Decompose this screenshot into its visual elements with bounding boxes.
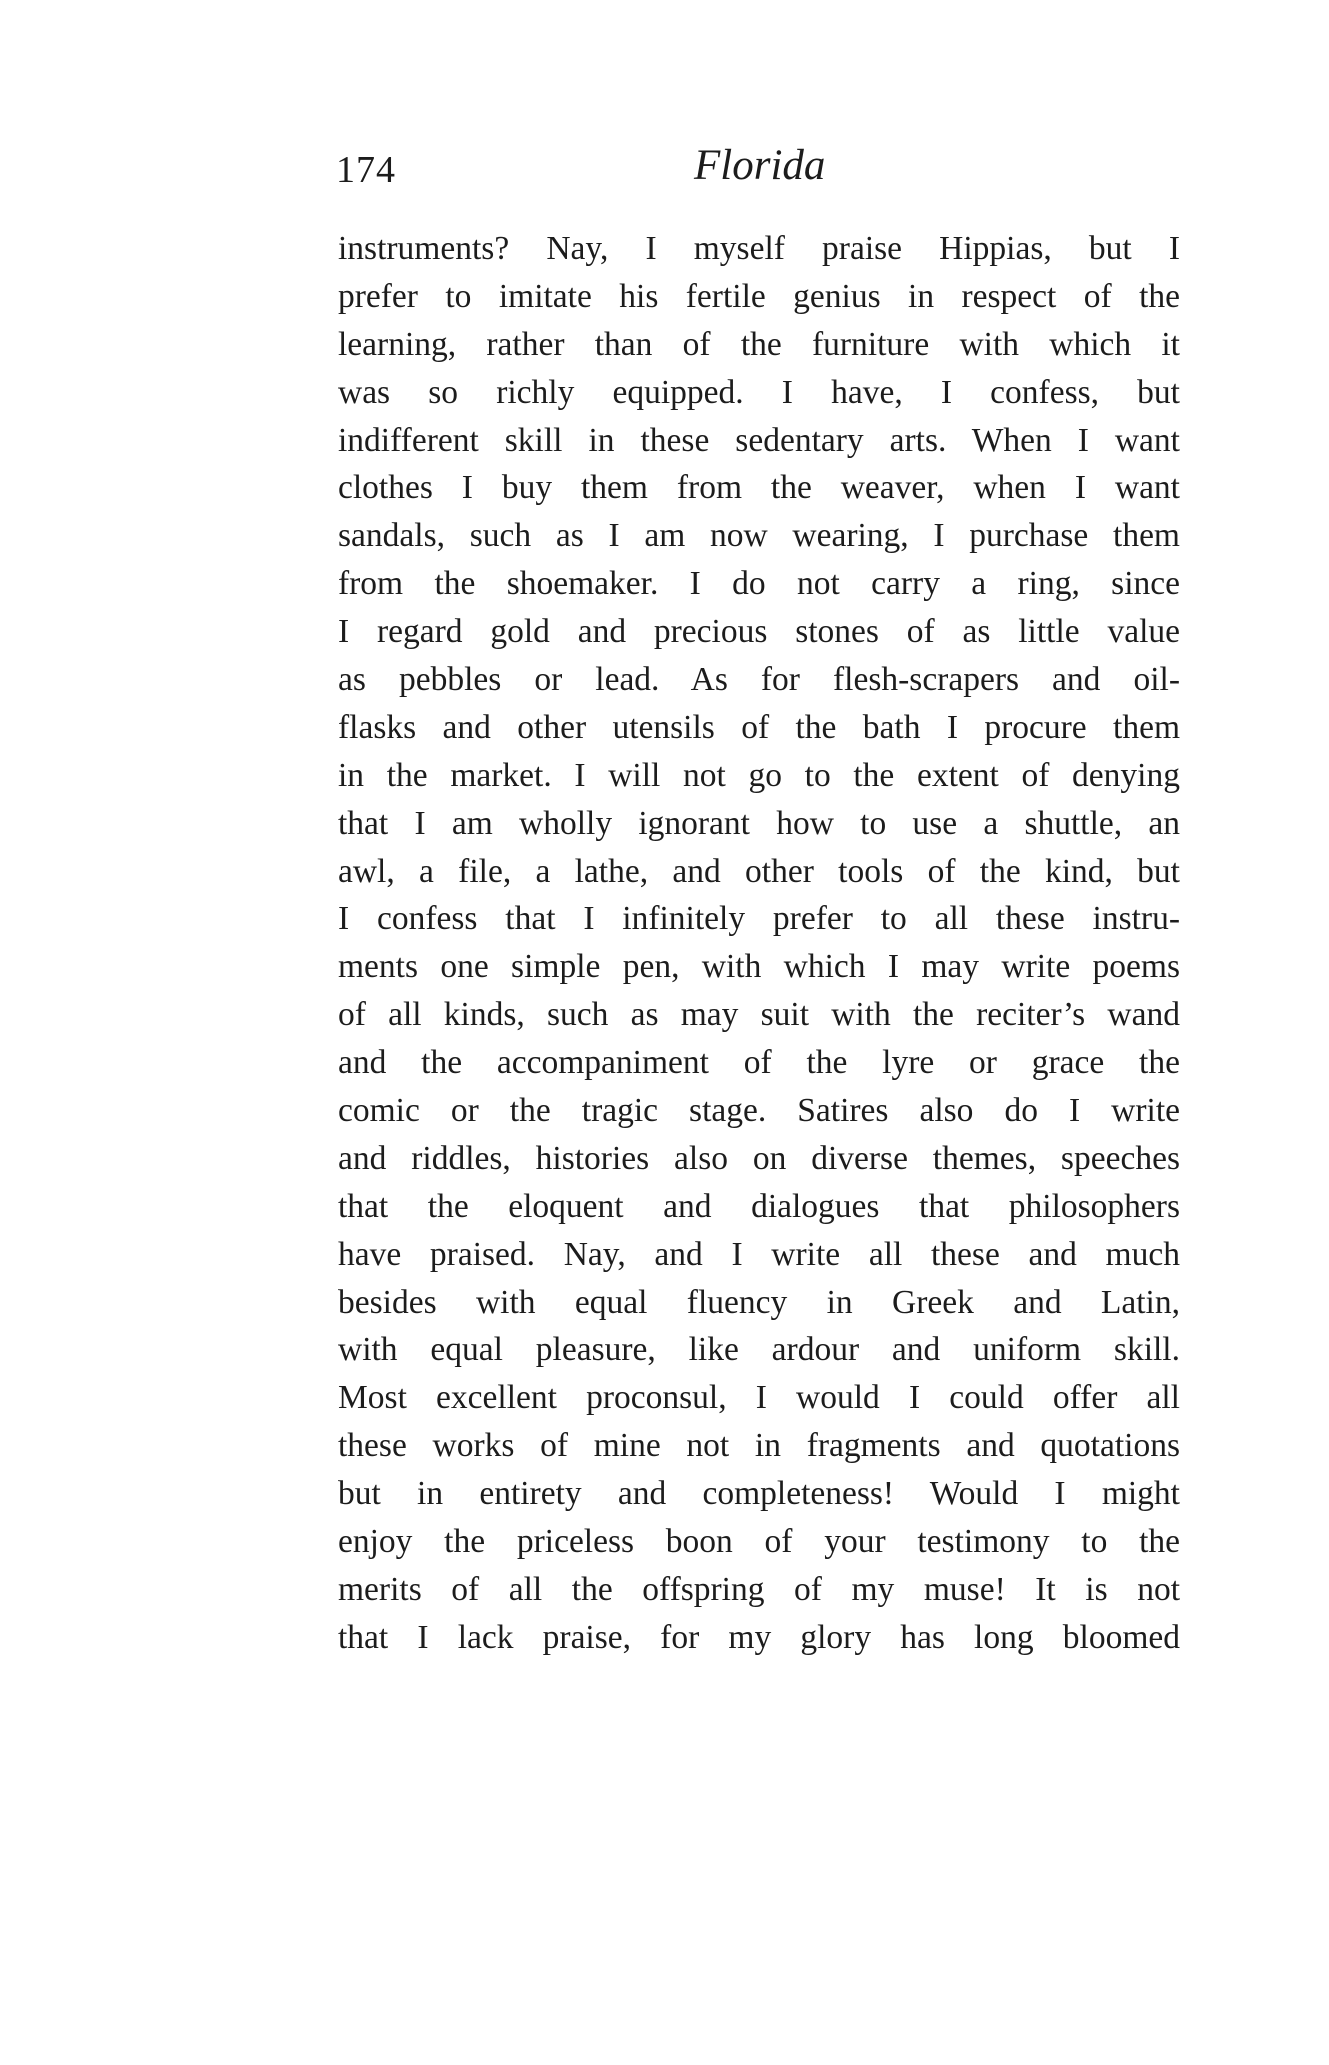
page-number: 174 [336, 149, 396, 191]
text-line: comic or the tragic stage. Satires also do I write [338, 1092, 1180, 1130]
text-line: these works of mine not in fragments and quotations [338, 1427, 1180, 1465]
text-line: I confess that I infinitely prefer to all these instru- [338, 900, 1180, 938]
text-line: have praised. Nay, and I write all these and much [338, 1235, 1180, 1273]
page-header [336, 140, 1176, 200]
text-line: in the market. I will not go to the extent of denying [338, 756, 1180, 794]
text-line: sandals, such as I am now wearing, I purchase them [338, 517, 1180, 555]
text-line: besides with equal fluency in Greek and Latin, [338, 1283, 1180, 1321]
text-line: was so richly equipped. I have, I confess, but [338, 373, 1180, 411]
text-line: of all kinds, such as may suit with the reciter’s wand [338, 996, 1180, 1034]
text-line: learning, rather than of the furniture with which it [338, 325, 1180, 363]
text-line: that I lack praise, for my glory has long bloomed [338, 1618, 1180, 1656]
text-line: that I am wholly ignorant how to use a shuttle, an [338, 804, 1180, 842]
text-line: awl, a file, a lathe, and other tools of the kind, but [338, 852, 1180, 890]
text-line: merits of all the offspring of my muse! It is not [338, 1570, 1180, 1608]
text-line: Most excellent proconsul, I would I could offer all [338, 1379, 1180, 1417]
text-line: with equal pleasure, like ardour and uniform skill. [338, 1331, 1180, 1369]
text-line: and riddles, histories also on diverse themes, speeches [338, 1139, 1180, 1177]
text-line: indifferent skill in these sedentary arts. When I want [338, 421, 1180, 459]
text-line: enjoy the priceless boon of your testimony to the [338, 1523, 1180, 1561]
text-line: from the shoemaker. I do not carry a ring, since [338, 565, 1180, 603]
text-line: ments one simple pen, with which I may write poems [338, 948, 1180, 986]
text-line: prefer to imitate his fertile genius in respect of the [338, 277, 1180, 315]
text-line: and the accompaniment of the lyre or grace the [338, 1044, 1180, 1082]
text-line: instruments? Nay, I myself praise Hippias, but I [338, 230, 1180, 267]
text-line: that the eloquent and dialogues that philosophers [338, 1187, 1180, 1225]
body-text [338, 225, 1180, 1662]
text-line: I regard gold and precious stones of as little value [338, 613, 1180, 651]
text-line: but in entirety and completeness! Would I might [338, 1475, 1180, 1513]
running-title: Florida [694, 142, 826, 189]
text-line: flasks and other utensils of the bath I procure them [338, 708, 1180, 746]
text-line: as pebbles or lead. As for flesh-scrapers and oil- [338, 661, 1180, 699]
text-line: clothes I buy them from the weaver, when I want [338, 469, 1180, 507]
